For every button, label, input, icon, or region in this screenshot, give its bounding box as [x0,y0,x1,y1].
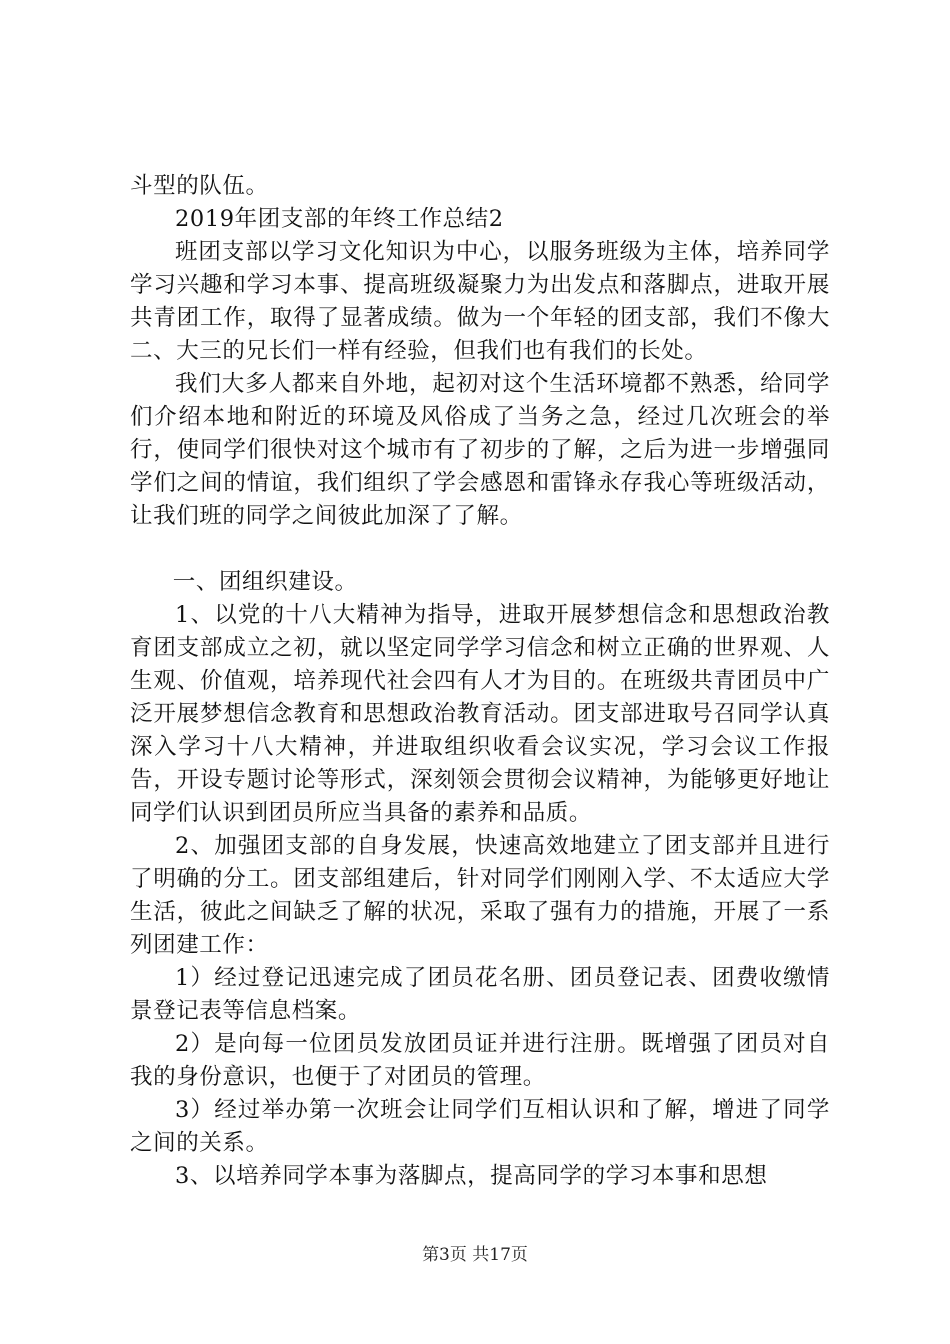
paragraph-item-2: 2、加强团支部的自身发展，快速高效地建立了团支部并且进行了明确的分工。团支部组建后，针对同学们刚刚入学、不太适应大学生活，彼此之间缺乏了解的状况，采取了强有力的措施，开展了一系列团建工作： [130,833,830,958]
paragraph-subitem-1: 1）经过登记迅速完成了团员花名册、团员登记表、团费收缴情景登记表等信息档案。 [130,965,830,1024]
paragraph-subitem-2: 2）是向每一位团员发放团员证并进行注册。既增强了团员对自我的身份意识，也便于了对团员的管理。 [130,1031,830,1090]
page-footer: 第3页 共17页 [422,1245,528,1265]
heading-organization: 一、团组织建设。 [172,569,358,595]
section-title: 2019年团支部的年终工作总结2 [175,206,504,232]
paragraph-item-3: 3、以培养同学本事为落脚点，提高同学的学习本事和思想 [175,1163,768,1189]
paragraph-item-1: 1、以党的十八大精神为指导，进取开展梦想信念和思想政治教育团支部成立之初，就以坚定同学学习信念和树立正确的世界观、人生观、价值观，培养现代社会四有人才为目的。在班级共青团员中广泛开展梦想信念教育和思想政治教育活动。团支部进取号召同学认真深入学习十八大精神，并进取组织收看会议实况，学习会议工作报告，开设专题讨论等形式，深刻领会贯彻会议精神，为能够更好地让同学们认识到团员所应当具备的素养和品质。 [130,602,830,826]
paragraph-continuation: 斗型的队伍。 [130,173,269,199]
paragraph-intro: 班团支部以学习文化知识为中心，以服务班级为主体，培养同学学习兴趣和学习本事、提高班级凝聚力为出发点和落脚点，进取开展共青团工作，取得了显著成绩。做为一个年轻的团支部，我们不像大二、大三的兄长们一样有经验，但我们也有我们的长处。 [130,239,830,364]
paragraph-subitem-3: 3）经过举办第一次班会让同学们互相认识和了解，增进了同学之间的关系。 [130,1097,830,1156]
paragraph-gap [130,533,830,566]
document-body [130,170,830,1193]
paragraph-environment: 我们大多人都来自外地，起初对这个生活环境都不熟悉，给同学们介绍本地和附近的环境及风俗成了当务之急，经过几次班会的举行，使同学们很快对这个城市有了初步的了解，之后为进一步增强同学们之间的情谊，我们组织了学会感恩和雷锋永存我心等班级活动，让我们班的同学之间彼此加深了了解。 [130,371,830,529]
